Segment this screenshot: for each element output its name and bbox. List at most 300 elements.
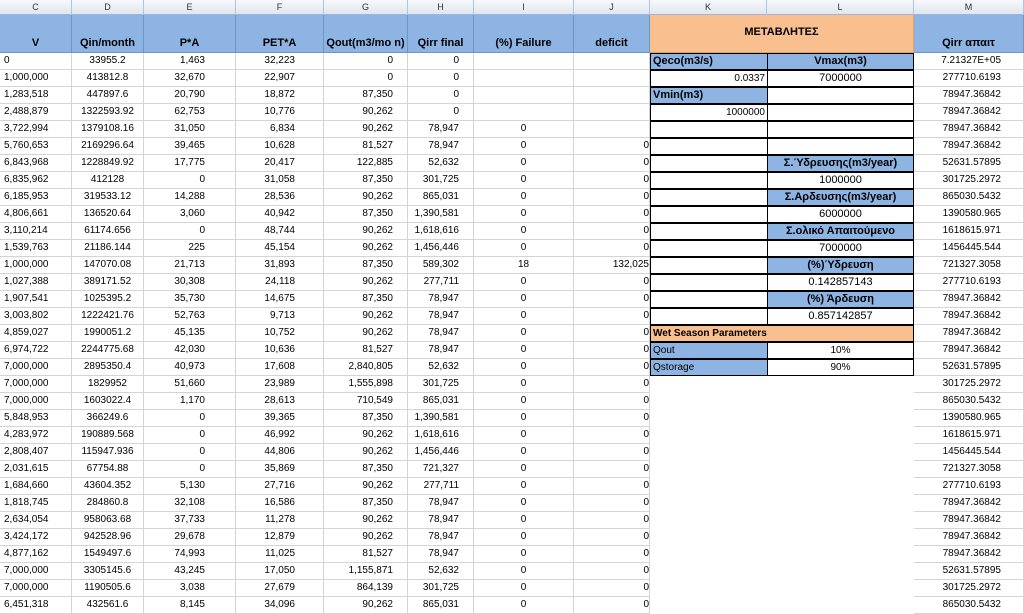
table-cell[interactable]: 0 bbox=[574, 240, 650, 257]
table-cell[interactable]: 0 bbox=[474, 291, 574, 308]
table-cell[interactable]: 1228849.92 bbox=[72, 155, 144, 172]
table-cell[interactable]: 1390580.965 bbox=[914, 410, 1024, 427]
table-cell[interactable]: 0 bbox=[474, 580, 574, 597]
table-cell[interactable]: 81,527 bbox=[324, 138, 408, 155]
table-cell[interactable]: 277,711 bbox=[408, 274, 474, 291]
table-cell[interactable]: 67754.88 bbox=[72, 461, 144, 478]
table-cell[interactable] bbox=[574, 70, 650, 87]
table-cell[interactable]: 1390580.965 bbox=[914, 206, 1024, 223]
table-cell[interactable]: 5,760,653 bbox=[0, 138, 72, 155]
table-cell[interactable] bbox=[574, 53, 650, 70]
table-cell[interactable]: 0 bbox=[574, 393, 650, 410]
table-cell[interactable]: 29,678 bbox=[144, 529, 236, 546]
table-cell[interactable]: 2,840,805 bbox=[324, 359, 408, 376]
table-cell[interactable] bbox=[474, 70, 574, 87]
table-cell[interactable]: 40,973 bbox=[144, 359, 236, 376]
table-cell[interactable]: 90,262 bbox=[324, 529, 408, 546]
table-cell[interactable]: 0 bbox=[144, 223, 236, 240]
table-cell[interactable]: 90,262 bbox=[324, 512, 408, 529]
table-cell[interactable] bbox=[474, 104, 574, 121]
table-cell[interactable]: 319533.12 bbox=[72, 189, 144, 206]
table-cell[interactable]: 78947.36842 bbox=[914, 121, 1024, 138]
table-cell[interactable]: 0 bbox=[408, 87, 474, 104]
table-cell[interactable]: 0 bbox=[574, 444, 650, 461]
table-cell[interactable]: 0 bbox=[474, 172, 574, 189]
table-cell[interactable]: 1,000,000 bbox=[0, 257, 72, 274]
table-cell[interactable]: 35,869 bbox=[236, 461, 324, 478]
table-cell[interactable]: 865030.5432 bbox=[914, 393, 1024, 410]
table-cell[interactable]: 0 bbox=[574, 461, 650, 478]
table-cell[interactable]: 12,879 bbox=[236, 529, 324, 546]
table-cell[interactable]: 7,000,000 bbox=[0, 563, 72, 580]
table-cell[interactable]: 0 bbox=[474, 325, 574, 342]
qout-param-label[interactable]: Qout bbox=[650, 342, 768, 359]
table-cell[interactable]: 62,753 bbox=[144, 104, 236, 121]
table-cell[interactable]: 78,947 bbox=[408, 342, 474, 359]
table-cell[interactable]: 78947.36842 bbox=[914, 87, 1024, 104]
table-cell[interactable]: 32,223 bbox=[236, 53, 324, 70]
table-cell[interactable]: 45,154 bbox=[236, 240, 324, 257]
table-cell[interactable]: 277710.6193 bbox=[914, 274, 1024, 291]
table-cell[interactable]: 4,283,972 bbox=[0, 427, 72, 444]
table-cell[interactable]: 0 bbox=[474, 478, 574, 495]
table-cell[interactable]: 37,733 bbox=[144, 512, 236, 529]
header-qin[interactable]: Qin/month bbox=[72, 15, 144, 53]
table-cell[interactable]: 90,262 bbox=[324, 427, 408, 444]
table-cell[interactable]: 277710.6193 bbox=[914, 70, 1024, 87]
table-cell[interactable]: 0 bbox=[574, 376, 650, 393]
vmin-label[interactable]: Vmin(m3) bbox=[650, 87, 768, 104]
table-cell[interactable]: 942528.96 bbox=[72, 529, 144, 546]
table-cell[interactable]: 0 bbox=[474, 342, 574, 359]
table-cell[interactable]: 7,000,000 bbox=[0, 580, 72, 597]
empty-k-cell-8[interactable] bbox=[650, 240, 768, 257]
table-cell[interactable]: 1,390,581 bbox=[408, 206, 474, 223]
table-cell[interactable]: 81,527 bbox=[324, 546, 408, 563]
vmin-value[interactable]: 1000000 bbox=[650, 104, 768, 121]
table-cell[interactable]: 7.21327E+05 bbox=[914, 53, 1024, 70]
vmax-label[interactable]: Vmax(m3) bbox=[767, 53, 914, 70]
table-cell[interactable]: 17,050 bbox=[236, 563, 324, 580]
column-letter-i[interactable]: I bbox=[474, 0, 574, 15]
table-cell[interactable]: 0 bbox=[574, 138, 650, 155]
table-cell[interactable]: 115947.936 bbox=[72, 444, 144, 461]
table-cell[interactable]: 52,632 bbox=[408, 563, 474, 580]
table-cell[interactable]: 14,288 bbox=[144, 189, 236, 206]
table-cell[interactable]: 0 bbox=[474, 223, 574, 240]
table-cell[interactable]: 78,947 bbox=[408, 291, 474, 308]
qeco-label[interactable]: Qeco(m3/s) bbox=[650, 53, 768, 70]
water-supply-label[interactable]: Σ.Ύδρευσης(m3/year) bbox=[767, 155, 914, 172]
table-cell[interactable]: 132,025 bbox=[574, 257, 650, 274]
table-cell[interactable]: 78947.36842 bbox=[914, 342, 1024, 359]
table-cell[interactable]: 45,135 bbox=[144, 325, 236, 342]
column-letter-g[interactable]: G bbox=[324, 0, 408, 15]
table-cell[interactable]: 1,907,541 bbox=[0, 291, 72, 308]
table-cell[interactable]: 1,027,388 bbox=[0, 274, 72, 291]
table-cell[interactable]: 0 bbox=[474, 206, 574, 223]
qout-param-value[interactable]: 10% bbox=[767, 342, 914, 359]
table-cell[interactable]: 0 bbox=[574, 563, 650, 580]
table-cell[interactable]: 90,262 bbox=[324, 274, 408, 291]
table-cell[interactable]: 78947.36842 bbox=[914, 104, 1024, 121]
table-cell[interactable]: 1322593.92 bbox=[72, 104, 144, 121]
table-cell[interactable]: 0 bbox=[144, 427, 236, 444]
table-cell[interactable]: 1829952 bbox=[72, 376, 144, 393]
table-cell[interactable]: 721327.3058 bbox=[914, 257, 1024, 274]
table-cell[interactable]: 301725.2972 bbox=[914, 376, 1024, 393]
table-cell[interactable]: 0 bbox=[574, 529, 650, 546]
table-cell[interactable]: 1,390,581 bbox=[408, 410, 474, 427]
table-cell[interactable]: 301,725 bbox=[408, 172, 474, 189]
column-letter-e[interactable]: E bbox=[144, 0, 236, 15]
table-cell[interactable]: 2,031,615 bbox=[0, 461, 72, 478]
table-cell[interactable]: 6,974,722 bbox=[0, 342, 72, 359]
table-cell[interactable]: 90,262 bbox=[324, 189, 408, 206]
table-cell[interactable]: 3,060 bbox=[144, 206, 236, 223]
header-pa[interactable]: P*A bbox=[144, 15, 236, 53]
table-cell[interactable]: 958063.68 bbox=[72, 512, 144, 529]
table-cell[interactable]: 4,859,027 bbox=[0, 325, 72, 342]
table-cell[interactable]: 277710.6193 bbox=[914, 478, 1024, 495]
table-cell[interactable]: 78947.36842 bbox=[914, 138, 1024, 155]
table-cell[interactable]: 0 bbox=[574, 172, 650, 189]
table-cell[interactable]: 1,555,898 bbox=[324, 376, 408, 393]
empty-l-cell-3[interactable] bbox=[767, 121, 914, 138]
table-cell[interactable]: 1,684,660 bbox=[0, 478, 72, 495]
table-cell[interactable]: 31,050 bbox=[144, 121, 236, 138]
empty-k-cell-9[interactable] bbox=[650, 257, 768, 274]
table-cell[interactable]: 78947.36842 bbox=[914, 512, 1024, 529]
table-cell[interactable]: 10,628 bbox=[236, 138, 324, 155]
column-letter-j[interactable]: J bbox=[574, 0, 650, 15]
table-cell[interactable]: 0 bbox=[574, 359, 650, 376]
total-value[interactable]: 7000000 bbox=[767, 240, 914, 257]
table-cell[interactable]: 6,451,318 bbox=[0, 597, 72, 614]
table-cell[interactable]: 1,283,518 bbox=[0, 87, 72, 104]
empty-l-cell-2[interactable] bbox=[767, 104, 914, 121]
table-cell[interactable]: 1025395.2 bbox=[72, 291, 144, 308]
pct-irr-label[interactable]: (%) Άρδευση bbox=[767, 291, 914, 308]
table-cell[interactable]: 710,549 bbox=[324, 393, 408, 410]
table-cell[interactable]: 1379108.16 bbox=[72, 121, 144, 138]
table-cell[interactable]: 78947.36842 bbox=[914, 546, 1024, 563]
table-cell[interactable]: 10,636 bbox=[236, 342, 324, 359]
irrigation-label[interactable]: Σ.Αρδευσης(m3/year) bbox=[767, 189, 914, 206]
table-cell[interactable]: 90,262 bbox=[324, 597, 408, 614]
table-cell[interactable]: 0 bbox=[474, 529, 574, 546]
table-cell[interactable]: 52631.57895 bbox=[914, 155, 1024, 172]
table-cell[interactable]: 11,025 bbox=[236, 546, 324, 563]
table-cell[interactable]: 20,417 bbox=[236, 155, 324, 172]
table-cell[interactable]: 589,302 bbox=[408, 257, 474, 274]
table-cell[interactable]: 87,350 bbox=[324, 172, 408, 189]
table-cell[interactable]: 1618615.971 bbox=[914, 427, 1024, 444]
table-cell[interactable]: 10,776 bbox=[236, 104, 324, 121]
table-cell[interactable]: 87,350 bbox=[324, 495, 408, 512]
column-letter-f[interactable]: F bbox=[236, 0, 324, 15]
column-letter-h[interactable]: H bbox=[408, 0, 474, 15]
table-cell[interactable]: 0 bbox=[144, 172, 236, 189]
table-cell[interactable]: 90,262 bbox=[324, 223, 408, 240]
table-cell[interactable]: 147070.08 bbox=[72, 257, 144, 274]
table-cell[interactable]: 447897.6 bbox=[72, 87, 144, 104]
table-cell[interactable]: 0 bbox=[144, 461, 236, 478]
table-cell[interactable]: 1456445.544 bbox=[914, 444, 1024, 461]
qeco-value[interactable]: 0.0337 bbox=[650, 70, 768, 87]
table-cell[interactable]: 0 bbox=[474, 563, 574, 580]
table-cell[interactable]: 1,456,446 bbox=[408, 240, 474, 257]
table-cell[interactable]: 61174.656 bbox=[72, 223, 144, 240]
empty-l-cell-1[interactable] bbox=[767, 87, 914, 104]
header-v[interactable]: V bbox=[0, 15, 72, 53]
table-cell[interactable]: 78,947 bbox=[408, 121, 474, 138]
table-cell[interactable]: 1,170 bbox=[144, 393, 236, 410]
table-cell[interactable]: 0 bbox=[574, 189, 650, 206]
table-cell[interactable]: 1,618,616 bbox=[408, 427, 474, 444]
table-cell[interactable]: 277,711 bbox=[408, 478, 474, 495]
table-cell[interactable]: 0 bbox=[408, 104, 474, 121]
table-cell[interactable]: 81,527 bbox=[324, 342, 408, 359]
table-cell[interactable]: 1,618,616 bbox=[408, 223, 474, 240]
table-cell[interactable]: 0 bbox=[574, 206, 650, 223]
table-cell[interactable]: 0 bbox=[474, 427, 574, 444]
table-cell[interactable]: 0 bbox=[474, 121, 574, 138]
pct-irr-value[interactable]: 0.857142857 bbox=[767, 308, 914, 325]
table-cell[interactable]: 721,327 bbox=[408, 461, 474, 478]
table-cell[interactable]: 190889.568 bbox=[72, 427, 144, 444]
table-cell[interactable]: 24,118 bbox=[236, 274, 324, 291]
table-cell[interactable]: 90,262 bbox=[324, 104, 408, 121]
table-cell[interactable]: 43604.352 bbox=[72, 478, 144, 495]
table-cell[interactable]: 0 bbox=[574, 580, 650, 597]
header-deficit[interactable]: deficit bbox=[574, 15, 650, 53]
table-cell[interactable] bbox=[574, 87, 650, 104]
empty-k-cell-1[interactable] bbox=[650, 121, 768, 138]
table-cell[interactable]: 42,030 bbox=[144, 342, 236, 359]
empty-k-cell-4[interactable] bbox=[650, 172, 768, 189]
column-letter-d[interactable]: D bbox=[72, 0, 144, 15]
table-cell[interactable]: 3,424,172 bbox=[0, 529, 72, 546]
table-cell[interactable]: 5,848,953 bbox=[0, 410, 72, 427]
table-cell[interactable]: 14,675 bbox=[236, 291, 324, 308]
table-cell[interactable]: 90,262 bbox=[324, 308, 408, 325]
empty-l-cell-4[interactable] bbox=[767, 138, 914, 155]
table-cell[interactable]: 0 bbox=[474, 444, 574, 461]
table-cell[interactable]: 78,947 bbox=[408, 325, 474, 342]
header-failure[interactable]: (%) Failure bbox=[474, 15, 574, 53]
table-cell[interactable]: 0 bbox=[474, 138, 574, 155]
table-cell[interactable]: 0 bbox=[474, 495, 574, 512]
table-cell[interactable]: 52631.57895 bbox=[914, 563, 1024, 580]
table-cell[interactable]: 366249.6 bbox=[72, 410, 144, 427]
table-cell[interactable]: 389171.52 bbox=[72, 274, 144, 291]
table-cell[interactable]: 21186.144 bbox=[72, 240, 144, 257]
empty-k-cell-7[interactable] bbox=[650, 223, 768, 240]
table-cell[interactable]: 0 bbox=[474, 155, 574, 172]
table-cell[interactable]: 32,108 bbox=[144, 495, 236, 512]
table-cell[interactable]: 0 bbox=[574, 291, 650, 308]
table-cell[interactable]: 32,670 bbox=[144, 70, 236, 87]
header-variables[interactable]: ΜΕΤΑΒΛΗΤΕΣ bbox=[650, 15, 914, 53]
table-cell[interactable]: 3,038 bbox=[144, 580, 236, 597]
table-cell[interactable]: 301725.2972 bbox=[914, 580, 1024, 597]
table-cell[interactable]: 136520.64 bbox=[72, 206, 144, 223]
table-cell[interactable]: 0 bbox=[0, 53, 72, 70]
table-cell[interactable]: 432561.6 bbox=[72, 597, 144, 614]
table-cell[interactable]: 20,790 bbox=[144, 87, 236, 104]
table-cell[interactable]: 1,539,763 bbox=[0, 240, 72, 257]
table-cell[interactable]: 90,262 bbox=[324, 478, 408, 495]
table-cell[interactable]: 78,947 bbox=[408, 495, 474, 512]
table-cell[interactable]: 865,031 bbox=[408, 189, 474, 206]
table-cell[interactable]: 17,775 bbox=[144, 155, 236, 172]
table-cell[interactable]: 0 bbox=[574, 597, 650, 614]
table-cell[interactable]: 87,350 bbox=[324, 461, 408, 478]
table-cell[interactable]: 78947.36842 bbox=[914, 308, 1024, 325]
table-cell[interactable]: 0 bbox=[574, 325, 650, 342]
table-cell[interactable]: 0 bbox=[474, 240, 574, 257]
table-cell[interactable]: 1190505.6 bbox=[72, 580, 144, 597]
table-cell[interactable]: 39,465 bbox=[144, 138, 236, 155]
table-cell[interactable]: 30,308 bbox=[144, 274, 236, 291]
table-cell[interactable]: 7,000,000 bbox=[0, 393, 72, 410]
table-cell[interactable]: 8,145 bbox=[144, 597, 236, 614]
table-cell[interactable]: 301,725 bbox=[408, 376, 474, 393]
column-letter-c[interactable]: C bbox=[0, 0, 72, 15]
water-supply-value[interactable]: 1000000 bbox=[767, 172, 914, 189]
table-cell[interactable]: 6,834 bbox=[236, 121, 324, 138]
table-cell[interactable]: 0 bbox=[574, 155, 650, 172]
table-cell[interactable]: 74,993 bbox=[144, 546, 236, 563]
table-cell[interactable]: 0 bbox=[324, 70, 408, 87]
table-cell[interactable]: 0 bbox=[474, 410, 574, 427]
table-cell[interactable]: 1222421.76 bbox=[72, 308, 144, 325]
table-cell[interactable]: 52631.57895 bbox=[914, 359, 1024, 376]
table-cell[interactable]: 78,947 bbox=[408, 512, 474, 529]
table-cell[interactable]: 22,907 bbox=[236, 70, 324, 87]
table-cell[interactable]: 18 bbox=[474, 257, 574, 274]
table-cell[interactable]: 864,139 bbox=[324, 580, 408, 597]
wet-season-label[interactable]: Wet Season Parameters bbox=[650, 325, 914, 342]
column-letter-l[interactable]: L bbox=[767, 0, 914, 15]
table-cell[interactable]: 27,716 bbox=[236, 478, 324, 495]
table-cell[interactable]: 4,877,162 bbox=[0, 546, 72, 563]
table-cell[interactable]: 0 bbox=[474, 308, 574, 325]
table-cell[interactable]: 46,992 bbox=[236, 427, 324, 444]
table-cell[interactable]: 17,608 bbox=[236, 359, 324, 376]
table-cell[interactable]: 0 bbox=[474, 189, 574, 206]
column-letter-m[interactable]: M bbox=[914, 0, 1024, 15]
table-cell[interactable]: 1549497.6 bbox=[72, 546, 144, 563]
table-cell[interactable]: 78,947 bbox=[408, 308, 474, 325]
table-cell[interactable]: 78947.36842 bbox=[914, 529, 1024, 546]
table-cell[interactable]: 1603022.4 bbox=[72, 393, 144, 410]
table-cell[interactable]: 51,660 bbox=[144, 376, 236, 393]
table-cell[interactable]: 43,245 bbox=[144, 563, 236, 580]
table-cell[interactable]: 3,110,214 bbox=[0, 223, 72, 240]
table-cell[interactable]: 0 bbox=[474, 512, 574, 529]
table-cell[interactable]: 2244775.68 bbox=[72, 342, 144, 359]
table-cell[interactable]: 87,350 bbox=[324, 410, 408, 427]
table-cell[interactable]: 6,835,962 bbox=[0, 172, 72, 189]
table-cell[interactable] bbox=[574, 104, 650, 121]
header-qirr[interactable]: Qirr final bbox=[408, 15, 474, 53]
table-cell[interactable]: 23,989 bbox=[236, 376, 324, 393]
table-cell[interactable]: 2169296.64 bbox=[72, 138, 144, 155]
table-cell[interactable]: 31,893 bbox=[236, 257, 324, 274]
table-cell[interactable]: 0 bbox=[574, 427, 650, 444]
table-cell[interactable]: 1,155,871 bbox=[324, 563, 408, 580]
table-cell[interactable] bbox=[474, 87, 574, 104]
pct-supply-value[interactable]: 0.142857143 bbox=[767, 274, 914, 291]
table-cell[interactable]: 78947.36842 bbox=[914, 291, 1024, 308]
table-cell[interactable]: 5,130 bbox=[144, 478, 236, 495]
table-cell[interactable]: 301,725 bbox=[408, 580, 474, 597]
table-cell[interactable]: 865,031 bbox=[408, 393, 474, 410]
header-qout[interactable]: Qout(m3/mo n) bbox=[324, 15, 408, 53]
table-cell[interactable]: 78,947 bbox=[408, 546, 474, 563]
table-cell[interactable]: 87,350 bbox=[324, 206, 408, 223]
table-cell[interactable]: 78,947 bbox=[408, 529, 474, 546]
table-cell[interactable]: 34,096 bbox=[236, 597, 324, 614]
table-cell[interactable]: 52,632 bbox=[408, 155, 474, 172]
table-cell[interactable]: 10,752 bbox=[236, 325, 324, 342]
table-cell[interactable]: 9,713 bbox=[236, 308, 324, 325]
table-cell[interactable]: 87,350 bbox=[324, 257, 408, 274]
empty-k-cell-10[interactable] bbox=[650, 274, 768, 291]
table-cell[interactable]: 0 bbox=[474, 274, 574, 291]
total-label[interactable]: Σ.ολικό Απαιτούμενο bbox=[767, 223, 914, 240]
table-cell[interactable]: 301725.2972 bbox=[914, 172, 1024, 189]
table-cell[interactable]: 0 bbox=[574, 546, 650, 563]
table-cell[interactable]: 0 bbox=[574, 512, 650, 529]
table-cell[interactable]: 2,808,407 bbox=[0, 444, 72, 461]
table-cell[interactable]: 90,262 bbox=[324, 444, 408, 461]
table-cell[interactable]: 0 bbox=[574, 308, 650, 325]
table-cell[interactable]: 225 bbox=[144, 240, 236, 257]
table-cell[interactable]: 865030.5432 bbox=[914, 597, 1024, 614]
table-cell[interactable]: 0 bbox=[408, 53, 474, 70]
table-cell[interactable]: 122,885 bbox=[324, 155, 408, 172]
table-cell[interactable]: 0 bbox=[408, 70, 474, 87]
table-cell[interactable]: 1,818,745 bbox=[0, 495, 72, 512]
empty-k-cell-3[interactable] bbox=[650, 155, 768, 172]
empty-k-cell-11[interactable] bbox=[650, 291, 768, 308]
table-cell[interactable]: 18,872 bbox=[236, 87, 324, 104]
empty-k-cell-5[interactable] bbox=[650, 189, 768, 206]
table-cell[interactable]: 39,365 bbox=[236, 410, 324, 427]
table-cell[interactable]: 0 bbox=[574, 495, 650, 512]
table-cell[interactable]: 52,632 bbox=[408, 359, 474, 376]
table-cell[interactable]: 0 bbox=[574, 223, 650, 240]
table-cell[interactable]: 52,763 bbox=[144, 308, 236, 325]
table-cell[interactable]: 87,350 bbox=[324, 291, 408, 308]
header-qirr-demand[interactable]: Qirr απαιτ bbox=[914, 15, 1024, 53]
table-cell[interactable]: 40,942 bbox=[236, 206, 324, 223]
empty-k-cell-2[interactable] bbox=[650, 138, 768, 155]
table-cell[interactable]: 0 bbox=[474, 461, 574, 478]
table-cell[interactable]: 3,003,802 bbox=[0, 308, 72, 325]
table-cell[interactable]: 865030.5432 bbox=[914, 189, 1024, 206]
table-cell[interactable]: 28,613 bbox=[236, 393, 324, 410]
table-cell[interactable]: 31,058 bbox=[236, 172, 324, 189]
table-cell[interactable]: 0 bbox=[144, 410, 236, 427]
table-cell[interactable]: 0 bbox=[574, 478, 650, 495]
table-cell[interactable]: 90,262 bbox=[324, 325, 408, 342]
table-cell[interactable]: 87,350 bbox=[324, 87, 408, 104]
table-cell[interactable]: 1,456,446 bbox=[408, 444, 474, 461]
